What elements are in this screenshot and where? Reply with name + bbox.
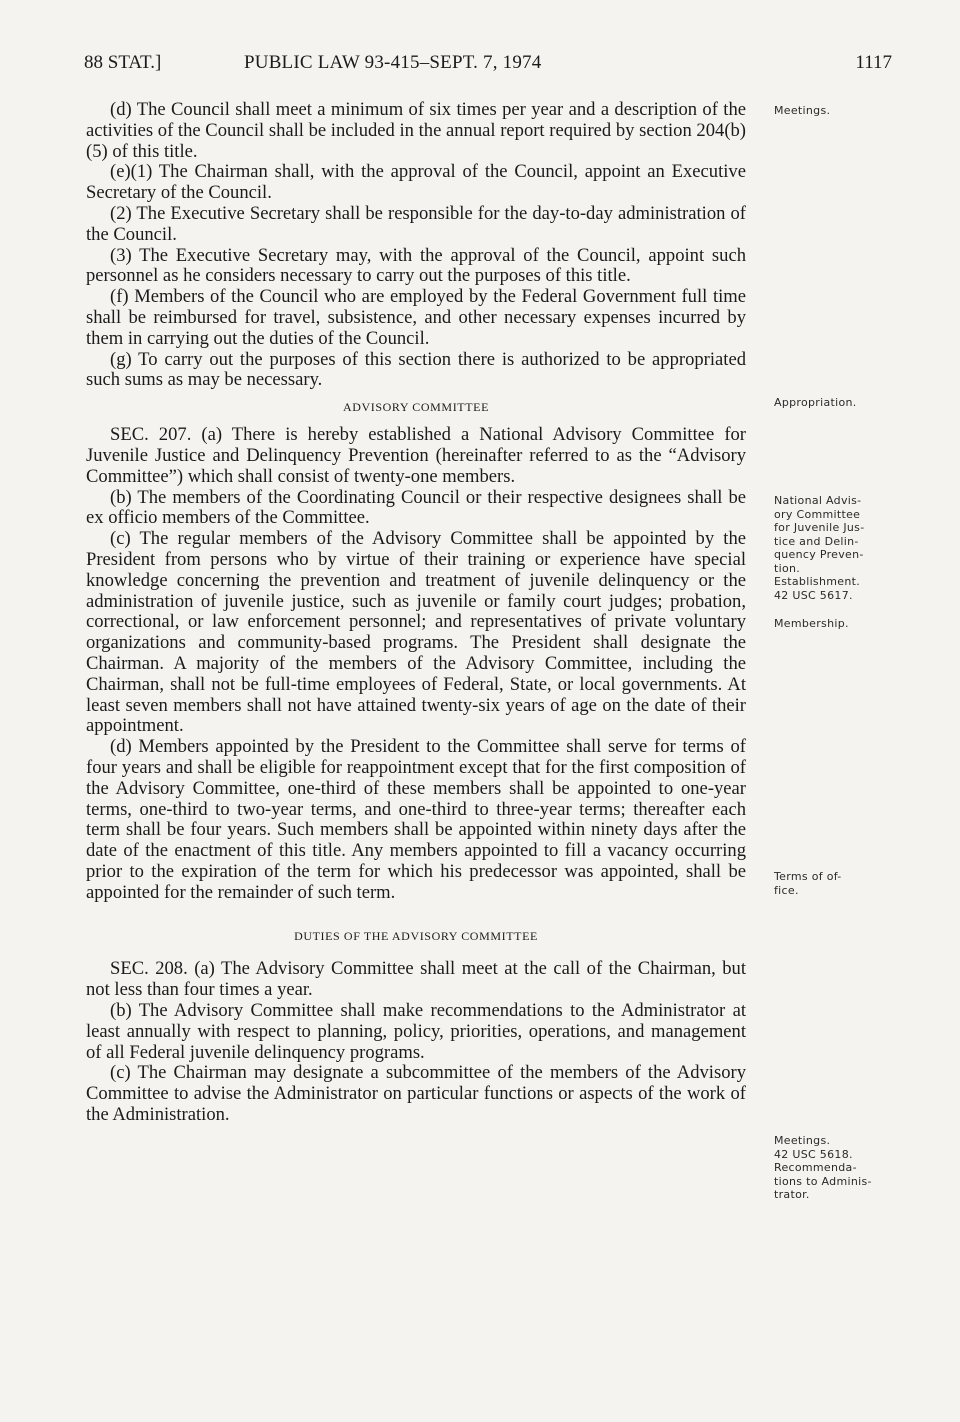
margin-note-line: 42 USC 5618.: [774, 1147, 853, 1161]
margin-note-sec208: [774, 1134, 904, 1202]
margin-note-line: Meetings.: [774, 1134, 831, 1147]
margin-note-text: Meetings.: [774, 104, 831, 117]
margin-note-text: Appropriation.: [774, 396, 857, 409]
sec207-c: (c) The regular members of the Advisory Committee shall be appointed by the President from persons who by virtue of their training or experience have special knowledge concerning the prevention and treatment of juvenile delinquency or the administration of juvenile justice, such as juvenile or family court judges; probation, correctional, or law enforcement personnel; and representatives of private voluntary organizations and community-based programs. The President shall designate the Chairman. A majority of the members of the Advisory Committee, including the Chairman, shall not be full-time employees of Federal, State, or local governments. At least seven members shall not have attained twenty-six years of age on the date of their appointment.: [86, 528, 746, 737]
sec208-b: (b) The Advisory Committee shall make recommendations to the Administrator at least annually with respect to planning, policy, priorities, operations, and management of all Federal juvenile delinquency programs.: [86, 1000, 746, 1063]
page-number: 1117: [855, 52, 892, 73]
margin-note-membership: [774, 617, 904, 631]
sec207-b: (b) The members of the Coordinating Council or their respective designees shall be ex officio members of the Committee.: [86, 486, 746, 529]
law-title: PUBLIC LAW 93-415–SEPT. 7, 1974: [244, 52, 542, 73]
margin-note-line: tions to Adminis-: [774, 1174, 872, 1188]
paragraph-g: (g) To carry out the purposes of this section there is authorized to be appropriated such sums as may be necessary.: [86, 348, 746, 391]
margin-note-line: trator.: [774, 1188, 810, 1201]
margin-note-line: Recommenda-: [774, 1161, 857, 1174]
margin-note-line: Establishment.: [774, 575, 860, 588]
margin-note-meetings: [774, 104, 904, 118]
margin-note-text: Membership.: [774, 617, 849, 630]
sec207-a: SEC. 207. (a) There is hereby established a National Advisory Committee for Juvenile Justice and Delinquency Prevention (hereinafter referred to as the “Advisory Committee”) which shall consist of twenty-one members.: [86, 424, 746, 487]
paragraph-f: (f) Members of the Council who are employed by the Federal Government full time shall be reimbursed for travel, subsistence, and other necessary expenses incurred by them in carrying out the duties of the Council.: [86, 286, 746, 349]
section-heading-advisory: ADVISORY COMMITTEE: [342, 400, 490, 415]
margin-note-line: 42 USC 5617.: [774, 588, 853, 602]
page-header: [84, 52, 892, 82]
paragraph-e2: (2) The Executive Secretary shall be responsible for the day-to-day administration of the Council.: [86, 202, 746, 245]
paragraph-d: (d) The Council shall meet a minimum of six times per year and a description of the activities of the Council shall be included in the annual report required by section 204(b)(5) of this title.: [86, 99, 746, 162]
margin-note-appropriation: [774, 396, 904, 410]
margin-note-line: fice.: [774, 883, 799, 897]
sec208-c: (c) The Chairman may designate a subcommittee of the members of the Advisory Committee to advise the Administrator on particular functions or aspects of the work of the Administration.: [86, 1062, 746, 1126]
margin-note-line: for Juvenile Jus-: [774, 521, 865, 534]
margin-note-line: tice and Delin-: [774, 534, 859, 548]
paragraph-e3: (3) The Executive Secretary may, with the approval of the Council, appoint such personnel as he considers necessary to carry out the purposes of this title.: [86, 244, 746, 287]
sec208-a: SEC. 208. (a) The Advisory Committee shall meet at the call of the Chairman, but not less than four times a year.: [86, 958, 746, 1001]
margin-note-line: quency Preven-: [774, 548, 864, 561]
margin-note-line: National Advis-: [774, 494, 862, 507]
margin-note-terms: [774, 870, 904, 897]
statute-reference: 88 STAT.]: [84, 52, 162, 73]
margin-note-line: Terms of of-: [774, 870, 842, 883]
paragraph-e1: (e)(1) The Chairman shall, with the approval of the Council, appoint an Executive Secretary of the Council.: [86, 161, 746, 204]
margin-note-nac: [774, 494, 904, 602]
main-text: [86, 100, 746, 1126]
margin-note-line: tion.: [774, 561, 801, 575]
margin-note-line: ory Committee: [774, 507, 861, 521]
section-heading-duties: DUTIES OF THE ADVISORY COMMITTEE: [294, 929, 538, 944]
sec207-d: (d) Members appointed by the President to the Committee shall serve for terms of four years and shall be eligible for reappointment except that for the first composition of the Advisory Committee, one-third of these members shall be appointed to one-year terms, one-third to two-year terms, and one-third to three-year terms; thereafter each term shall be four years. Such members shall be appointed within ninety days after the date of the enactment of this title. Any members appointed to fill a vacancy occurring prior to the expiration of the term for which his predecessor was appointed, shall be appointed for the remainder of such term.: [86, 736, 746, 903]
